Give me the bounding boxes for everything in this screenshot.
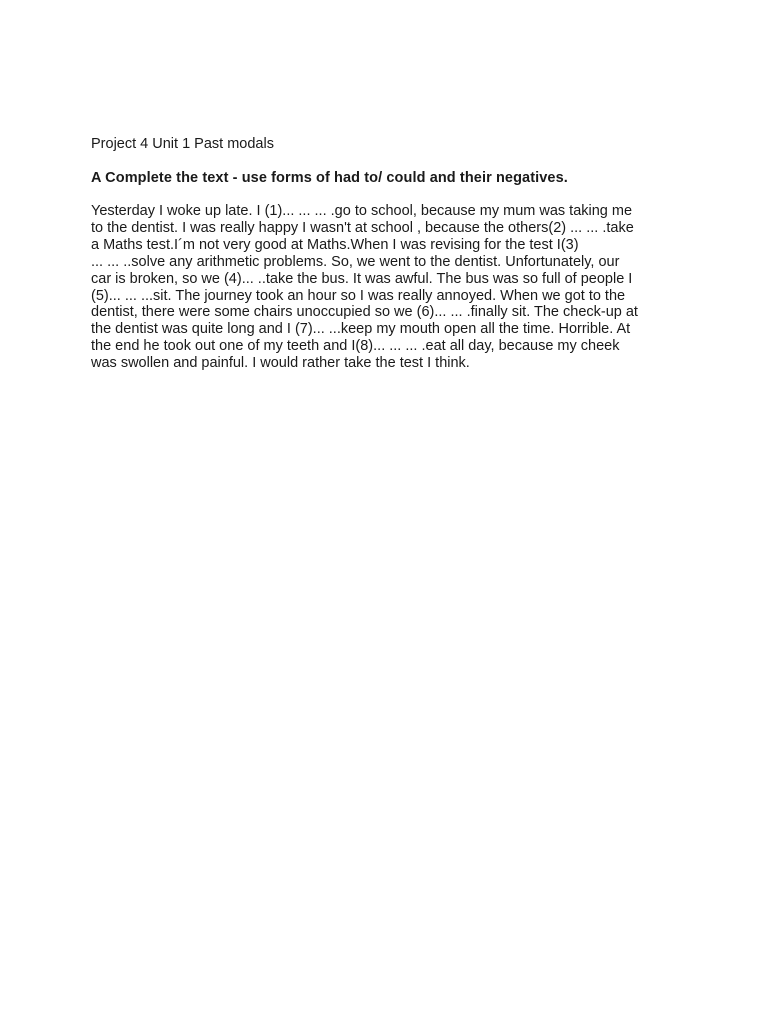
exercise-passage [91,203,691,372]
passage-line: dentist, there were some chairs unoccupied so we (6)... ... .finally sit. The check-up at [91,304,638,321]
passage-line: was swollen and painful. I would rather take the test I think. [91,355,470,372]
passage-line: a Maths test.I´m not very good at Maths.When I was revising for the test I(3) [91,236,579,253]
passage-line: (5)... ... ...sit. The journey took an hour so I was really annoyed. When we got to the [91,287,626,304]
document-content [91,135,691,372]
exercise-instruction: A Complete the text - use forms of had to/ could and their negatives. [91,170,568,186]
passage-line: ... ... ..solve any arithmetic problems. So, we went to the dentist. Unfortunately, our [91,253,620,270]
passage-line: the dentist was quite long and I (7)... ...keep my mouth open all the time. Horrible. At [91,321,631,338]
passage-line: to the dentist. I was really happy I wasn't at school , because the others(2) ... ... .take [91,219,634,236]
document-title: Project 4 Unit 1 Past modals [91,136,274,152]
passage-line: Yesterday I woke up late. I (1)... ... ... .go to school, because my mum was taking me [91,203,633,219]
passage-line: car is broken, so we (4)... ..take the bus. It was awful. The bus was so full of people I [91,270,633,287]
passage-line: the end he took out one of my teeth and I(8)... ... ... .eat all day, because my cheek [91,338,620,355]
